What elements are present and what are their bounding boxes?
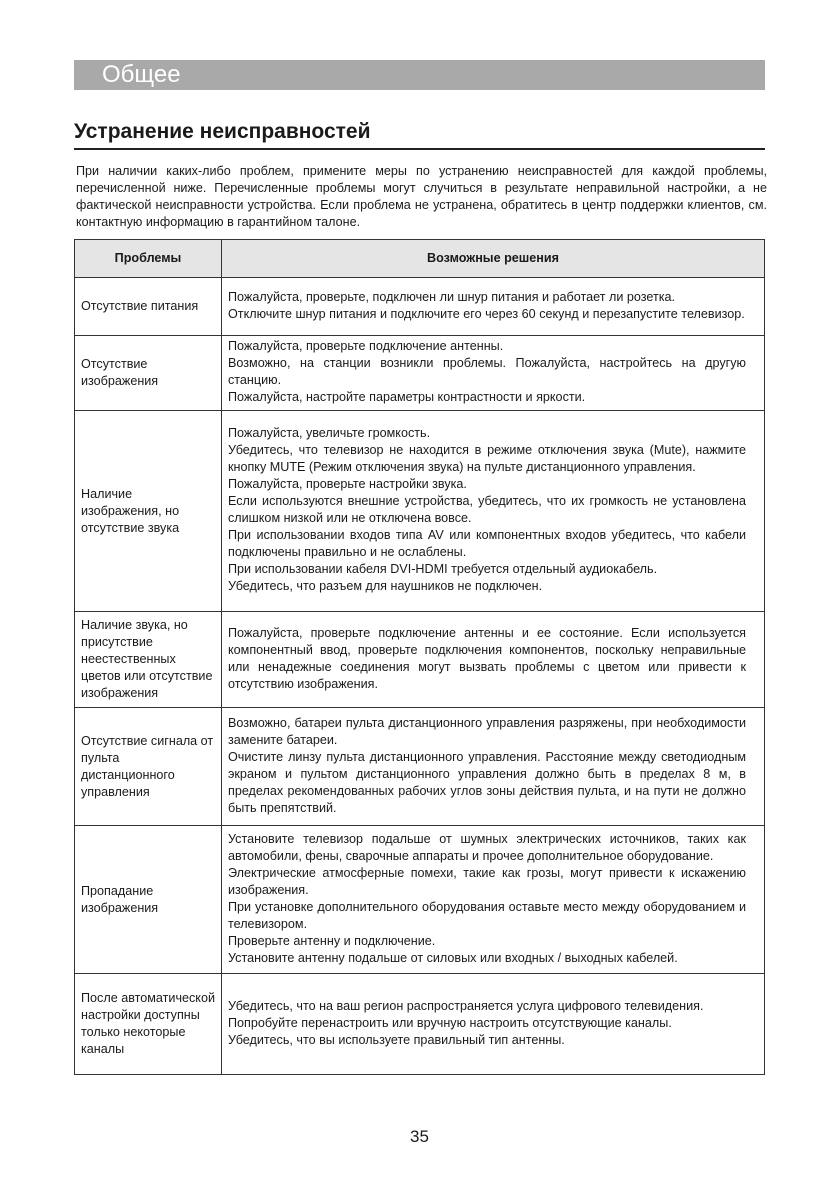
solution-cell: [222, 826, 765, 974]
table-row: [75, 411, 765, 612]
column-header-problems: Проблемы: [75, 240, 222, 278]
table-row: [75, 336, 765, 411]
solution-line: Убедитесь, что телевизор не находится в режиме отключения звука (Mute), нажмите кнопку MUTE (Режим отключения звука) на пульте дистанционного управления.: [228, 443, 746, 474]
table-row: [75, 708, 765, 826]
solution-line: Пожалуйста, проверьте, подключен ли шнур питания и работает ли розетка.: [228, 289, 676, 304]
solution-line: Очистите линзу пульта дистанционного управления. Расстояние между светодиодным экраном и пультом дистанционного управления должно быть в пределах 8 м, в пределах рекомендованных рабочих углов зоны действия пульта, и на пути не должно быть препятствий.: [228, 749, 746, 815]
solution-line: Пожалуйста, проверьте подключение антенны и ее состояние. Если используется компонентный ввод, проверьте подключения компонентов, поскольку неправильные или ненадежные соединения могут вызвать проблемы с цветом или привести к отсутствию изображения.: [228, 625, 746, 691]
solution-cell: [222, 411, 765, 612]
solution-cell: [222, 278, 765, 336]
column-header-solutions: Возможные решения: [222, 240, 765, 278]
troubleshooting-table: [74, 239, 765, 1075]
table-row: [75, 278, 765, 336]
solution-line: Установите антенну подальше от силовых или входных / выходных кабелей.: [228, 950, 678, 965]
problem-cell: После автоматической настройки доступны только некоторые каналы: [75, 974, 222, 1075]
solution-line: Пожалуйста, увеличьте громкость.: [228, 426, 431, 440]
solution-line: Отключите шнур питания и подключите его через 60 секунд и перезапустите телевизор.: [228, 306, 745, 321]
problem-cell: Пропадание изображения: [75, 826, 222, 974]
table-header-row: [75, 240, 765, 278]
section-title: Общее: [102, 61, 181, 88]
table-row: [75, 612, 765, 708]
solution-line: Убедитесь, что на ваш регион распространяется услуга цифрового телевидения.: [228, 998, 704, 1013]
table-row: [75, 974, 765, 1075]
solution-line: Установите телевизор подальше от шумных электрических источников, таких как автомобили, фены, сварочные аппараты и прочее дополнительное оборудование.: [228, 831, 746, 863]
solution-line: Пожалуйста, проверьте подключение антенны.: [228, 339, 504, 353]
problem-cell: Наличие изображения, но отсутствие звука: [75, 411, 222, 612]
problem-cell: Отсутствие сигнала от пульта дистанционного управления: [75, 708, 222, 826]
solution-line: Возможно, на станции возникли проблемы. Пожалуйста, настройтесь на другую станцию.: [228, 356, 746, 387]
solution-line: Пожалуйста, проверьте настройки звука.: [228, 477, 467, 491]
solution-line: Если используются внешние устройства, убедитесь, что их громкость не установлена слишком низкой или не отключена вовсе.: [228, 494, 746, 525]
solution-line: Убедитесь, что разъем для наушников не подключен.: [228, 579, 543, 593]
page-number: 35: [410, 1127, 429, 1146]
solution-cell: [222, 708, 765, 826]
solution-line: Попробуйте перенастроить или вручную настроить отсутствующие каналы.: [228, 1015, 672, 1030]
solution-cell: [222, 974, 765, 1075]
solution-line: Возможно, батареи пульта дистанционного управления разряжены, при необходимости замените батареи.: [228, 715, 746, 747]
solution-line: При использовании кабеля DVI-HDMI требуется отдельный аудиокабель.: [228, 562, 658, 576]
section-header-bar: [74, 60, 765, 90]
solution-line: Проверьте антенну и подключение.: [228, 933, 436, 948]
solution-cell: [222, 336, 765, 411]
solution-line: Электрические атмосферные помехи, такие как грозы, могут привести к искажению изображения.: [228, 865, 746, 897]
problem-cell: Отсутствие изображения: [75, 336, 222, 411]
problem-cell: Отсутствие питания: [75, 278, 222, 336]
solution-line: Пожалуйста, настройте параметры контрастности и яркости.: [228, 390, 586, 404]
solution-line: При установке дополнительного оборудования оставьте место между оборудованием и телевизором.: [228, 899, 746, 931]
problem-cell: Наличие звука, но присутствие неестественных цветов или отсутствие изображения: [75, 612, 222, 708]
solution-line: Убедитесь, что вы используете правильный тип антенны.: [228, 1032, 565, 1047]
solution-line: При использовании входов типа AV или компонентных входов убедитесь, что кабели подключены правильно и не ослаблены.: [228, 528, 746, 559]
table-row: [75, 826, 765, 974]
page-title: Устранение неисправностей: [74, 118, 765, 150]
intro-paragraph: При наличии каких-либо проблем, примените меры по устранению неисправностей для каждой проблемы, перечисленной ниже. Перечисленные проблемы могут случиться в результате неправильной настройки, а не фактической неисправности устройства. Если проблема не устранена, обратитесь в центр поддержки клиентов, см. контактную информацию в гарантийном талоне.: [76, 164, 767, 229]
solution-cell: [222, 612, 765, 708]
